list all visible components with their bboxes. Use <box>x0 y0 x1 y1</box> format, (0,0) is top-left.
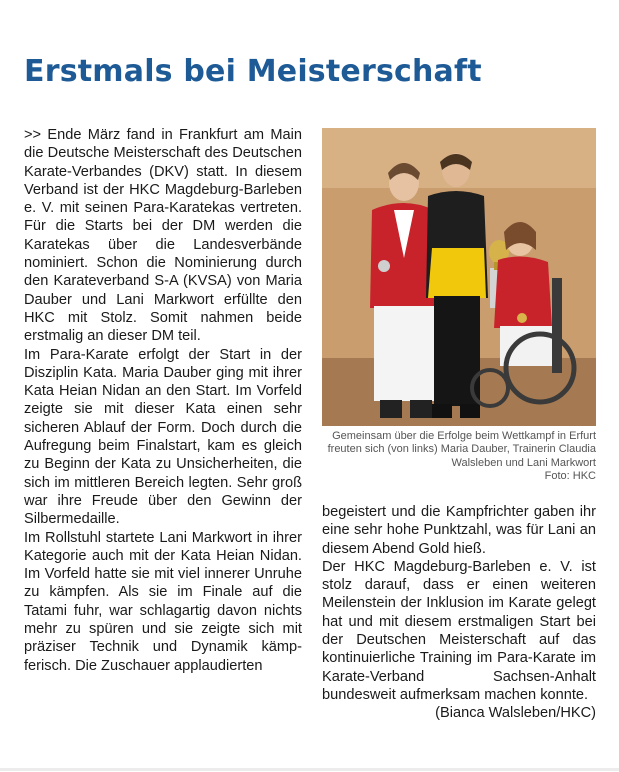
article-paragraph: Im Para-Karate erfolgt der Start in der Disziplin Kata. Maria Dauber ging mit ihrer Kata Heian Nidan an den Start. Im Vorfeld zeigte sie mit dieser Kata einen sehr sicheren Ablauf der Form. Doch durch die Aufregung beim Finalstart, kam es gleich zu Beginn der Kata zu Unsicherheiten, die sich im mittleren Bereich legten. Sehr groß war ihre Freude über den Gewinn der Silbermedaille. <box>24 346 302 528</box>
article-paragraph: Im Rollstuhl startete Lani Markwort in ihrer Kategorie auch mit der Kata Heian Nidan. Im Vorfeld hatte sie mit viel innerer Unruhe zu kämpfen. Als sie im Finale auf die Tatami fuhr, war schlagartig davon nichts mehr zu spüren und sie zeigte sich mit präziser Technik und Dynamik kämpferisch. Die Zuschauer applaudierten <box>24 529 302 674</box>
article-signature: (Bianca Walsleben/HKC) <box>435 705 596 722</box>
article-headline: Erstmals bei Meisterschaft <box>24 54 482 89</box>
page-bottom-divider <box>0 768 619 771</box>
article-left-column <box>24 126 302 675</box>
photo-credit: Foto: HKC <box>544 470 596 483</box>
article-photo <box>322 128 596 426</box>
article-paragraph: Der HKC Magdeburg-Barleben e. V. ist stolz darauf, dass er einen weiteren Meilenstein der Inklusion im Karate gelegt hat und mit diesem erstmaligen Start bei der Deutschen Meisterschaft auf das kontinuierliche Training im Para-Karate im Karate-Verband Sachsen-Anhalt bundesweit aufmerksam machen konnte. <box>322 558 596 703</box>
photo-caption-text: Gemeinsam über die Erfolge beim Wettkampf in Erfurt freuten sich (von links) Maria Dauber, Trainerin Claudia Walsleben und Lani Markwort <box>327 430 596 469</box>
photo-caption <box>322 430 596 484</box>
article-paragraph: >> Ende März fand in Frankfurt am Main die Deutsche Meisterschaft des Deutschen Karate-Verbandes (DKV) statt. In diesem Verband ist der HKC Magdeburg-Barleben e. V. mit seinen Para-Karatekas vertreten. Für die Starts bei der DM werden die Karatekas über die Landesverbände nominiert. Schon die Nominierung durch den Karateverband S-A (KVSA) von Maria Dauber und Lani Markwort erfüllte den HKC mit Stolz. Somit nahmen beide erstmalig an dieser DM teil. <box>24 127 302 345</box>
article-right-column <box>322 503 596 723</box>
article-paragraph: begeistert und die Kampfrichter gaben ihr eine sehr hohe Punktzahl, was für Lani an diesem Abend Gold hieß. <box>322 504 596 557</box>
